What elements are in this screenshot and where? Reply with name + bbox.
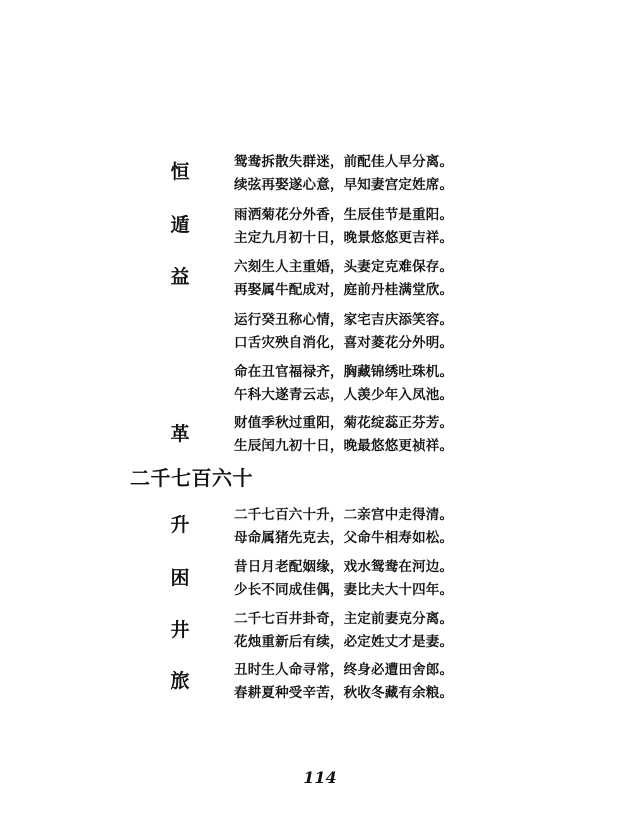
verse-block [234,151,634,197]
hexagram-label-jing: 井 [170,619,190,641]
hexagram-label-ge: 革 [170,423,190,445]
verse-line: 丑时生人命寻常，终身必遭田舍郎。 [234,662,454,678]
verse-block [234,659,634,705]
verse-line: 二千七百六十升，二亲宫中走得清。 [234,507,454,523]
verse-line: 昔日月老配姻缘，戏水鸳鸯在河边。 [234,559,454,575]
verse-block [234,556,634,602]
verse-line: 再娶属牛配成对，庭前丹桂满堂欣。 [234,282,454,298]
verse-block [234,361,634,407]
verse-line: 鸳鸯拆散失群迷，前配佳人早分离。 [234,154,454,170]
verse-line: 母命属猪先克去，父命牛相寿如松。 [234,530,454,546]
verse-line: 命在丑官福禄齐，胸藏锦绣吐珠机。 [234,364,454,380]
verse-line: 春耕夏种受辛苦，秋收冬藏有余粮。 [234,685,454,701]
hexagram-label-kun: 困 [170,567,190,589]
verse-line: 主定九月初十日，晚景悠悠更吉祥。 [234,230,454,246]
verse-block [234,256,634,302]
hexagram-label-heng: 恒 [170,161,190,183]
verse-line: 口舌灾殃自消化，喜对菱花分外明。 [234,335,454,351]
verse-line: 生辰闰九初十日，晚最悠悠更祯祥。 [234,438,454,454]
verse-block [234,309,634,355]
verse-line: 运行癸丑称心情，家宅吉庆添笑容。 [234,312,454,328]
verse-line: 少长不同成佳偶，妻比夫大十四年。 [234,582,454,598]
verse-line: 财值季秋过重阳，菊花绽蕊正芬芳。 [234,415,454,431]
verse-block [234,204,634,250]
hexagram-label-lv: 旅 [170,670,190,692]
hexagram-label-dun: 遁 [170,214,190,236]
verse-line: 花烛重新后有续，必定姓丈才是妻。 [234,634,454,650]
section-heading: 二千七百六十 [130,466,253,490]
verse-line: 续弦再娶遂心意，早知妻宫定姓席。 [234,177,454,193]
verse-block [234,608,634,654]
hexagram-label-yi: 益 [170,266,190,288]
verse-line: 六刻生人主重婚，头妻定克难保存。 [234,259,454,275]
page-number: 114 [303,768,337,787]
verse-line: 午科大遂青云志，人羡少年入凤池。 [234,387,454,403]
verse-block [234,504,634,550]
hexagram-label-sheng: 升 [170,514,190,536]
verse-line: 雨洒菊花分外香，生辰佳节是重阳。 [234,207,454,223]
verse-block [234,412,634,458]
verse-line: 二千七百井卦奇，主定前妻克分离。 [234,611,454,627]
